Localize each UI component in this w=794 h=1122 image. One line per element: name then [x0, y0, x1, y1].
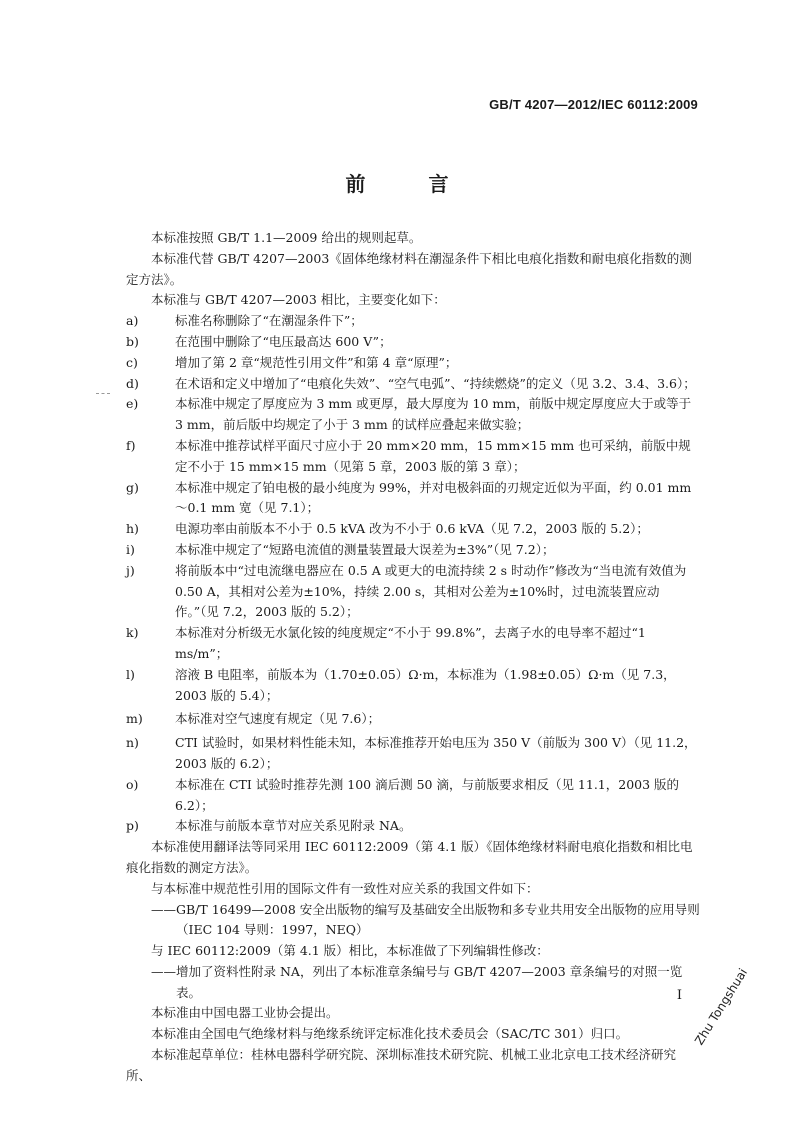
page-title: 前 言	[345, 172, 477, 196]
margin-mark	[96, 393, 110, 394]
list-item: a) 标准名称删除了“在潮湿条件下”；	[126, 313, 363, 329]
dash-item-annex: ——增加了资料性附录 NA，列出了本标准章条编号与 GB/T 4207—2003 章条编号的对照一览表。	[151, 963, 683, 1000]
list-item: j) 将前版本中“过电流继电器应在 0.5 A 或更大的电流持续 2 s 时动作”修改为“当电流有效值为 0.50 A，其相对公差为±10%，持续 2.00 s，其相对公差为±10%时，过电流装置应动作。”（见 7.2，2003 版的 5.2）；	[126, 562, 687, 620]
list-item: g) 本标准中规定了铂电极的最小纯度为 99%，并对电极斜面的刃规定近似为平面，约 0.01 mm～0.1 mm 宽（见 7.1）；	[126, 479, 692, 516]
paragraph-replaces: 本标准代替 GB/T 4207—2003《固体绝缘材料在潮湿条件下相比电痕化指数和耐电痕化指数的测定方法》。	[126, 250, 692, 287]
paragraph-drafting-rules: 本标准按照 GB/T 1.1—2009 给出的规则起草。	[151, 230, 422, 245]
list-item: m) 本标准对空气速度有规定（见 7.6）；	[126, 711, 381, 727]
paragraph-proposed-by: 本标准由中国电器工业协会提出。	[151, 1005, 339, 1021]
paragraph-adoption: 本标准使用翻译法等同采用 IEC 60112:2009（第 4.1 版）《固体绝缘材料耐电痕化指数和相比电痕化指数的测定方法》。	[126, 839, 693, 875]
standard-code: GB/T 4207—2012/IEC 60112:2009	[489, 97, 698, 112]
paragraph-administered-by: 本标准由全国电气绝缘材料与绝缘系统评定标准化技术委员会（SAC/TC 301）归口。	[151, 1026, 629, 1042]
dash-item-reference: ——GB/T 16499—2008 安全出版物的编写及基础安全出版物和多专业共用安全出版物的应用导则（IEC 104 导则：1997，NEQ）	[151, 901, 700, 938]
paragraph-normative-refs: 与本标准中规范性引用的国际文件有一致性对应关系的我国文件如下：	[151, 880, 539, 896]
paragraph-changes-intro: 本标准与 GB/T 4207—2003 相比，主要变化如下：	[151, 292, 446, 308]
paragraph-editorial-changes: 与 IEC 60112:2009（第 4.1 版）相比，本标准做了下列编辑性修改：	[151, 943, 549, 959]
list-item: e) 本标准中规定了厚度应为 3 mm 或更厚，最大厚度为 10 mm，前版中规定厚度应大于或等于 3 mm，前后版中均规定了小于 3 mm 的试样应叠起来做实验；	[126, 396, 692, 433]
list-item: i) 本标准中规定了“短路电流值的测量装置最大误差为±3%”（见 7.2）；	[126, 541, 555, 557]
page-number: I	[676, 988, 682, 1003]
list-item: h) 电源功率由前版本不小于 0.5 kVA 改为不小于 0.6 kVA（见 7.2，2003 版的 5.2）；	[126, 521, 649, 537]
list-item: n) CTI 试验时，如果材料性能未知，本标准推荐开始电压为 350 V（前版为 300 V）（见 11.2，2003 版的 6.2）；	[126, 735, 697, 771]
list-item: f) 本标准中推荐试样平面尺寸应小于 20 mm×20 mm，15 mm×15 mm 也可采纳，前版中规定不小于 15 mm×15 mm（见第 5 章，2003 版的第 3 章）；	[126, 437, 691, 474]
list-item: l) 溶液 B 电阻率，前版本为（1.70±0.05）Ω·m，本标准为（1.98±0.05）Ω·m（见 7.3，2003 版的 5.4）；	[126, 666, 676, 703]
changes-list	[126, 311, 700, 837]
list-item: k) 本标准对分析级无水氯化铵的纯度规定“不小于 99.8%”，去离子水的电导率不超过“1 ms/m”；	[126, 625, 646, 661]
list-item: b) 在范围中删除了“电压最高达 600 V”；	[126, 333, 392, 349]
list-item: d) 在术语和定义中增加了“电痕化失效”、“空气电弧”、“持续燃烧”的定义（见 3.2、3.4、3.6）；	[126, 375, 696, 391]
document-body	[126, 228, 700, 1087]
paragraph-drafting-units: 本标准起草单位：桂林电器科学研究院、深圳标准技术研究院、机械工业北京电工技术经济研究所、	[126, 1047, 677, 1083]
list-item: c) 增加了第 2 章“规范性引用文件”和第 4 章“原理”；	[126, 354, 458, 370]
list-item: o) 本标准在 CTI 试验时推荐先测 100 滴后测 50 滴，与前版要求相反（见 11.1，2003 版的 6.2）；	[126, 776, 680, 813]
list-item: p) 本标准与前版本章节对应关系见附录 NA。	[126, 818, 412, 834]
watermark: Zhu Tongshuai	[692, 965, 751, 1048]
